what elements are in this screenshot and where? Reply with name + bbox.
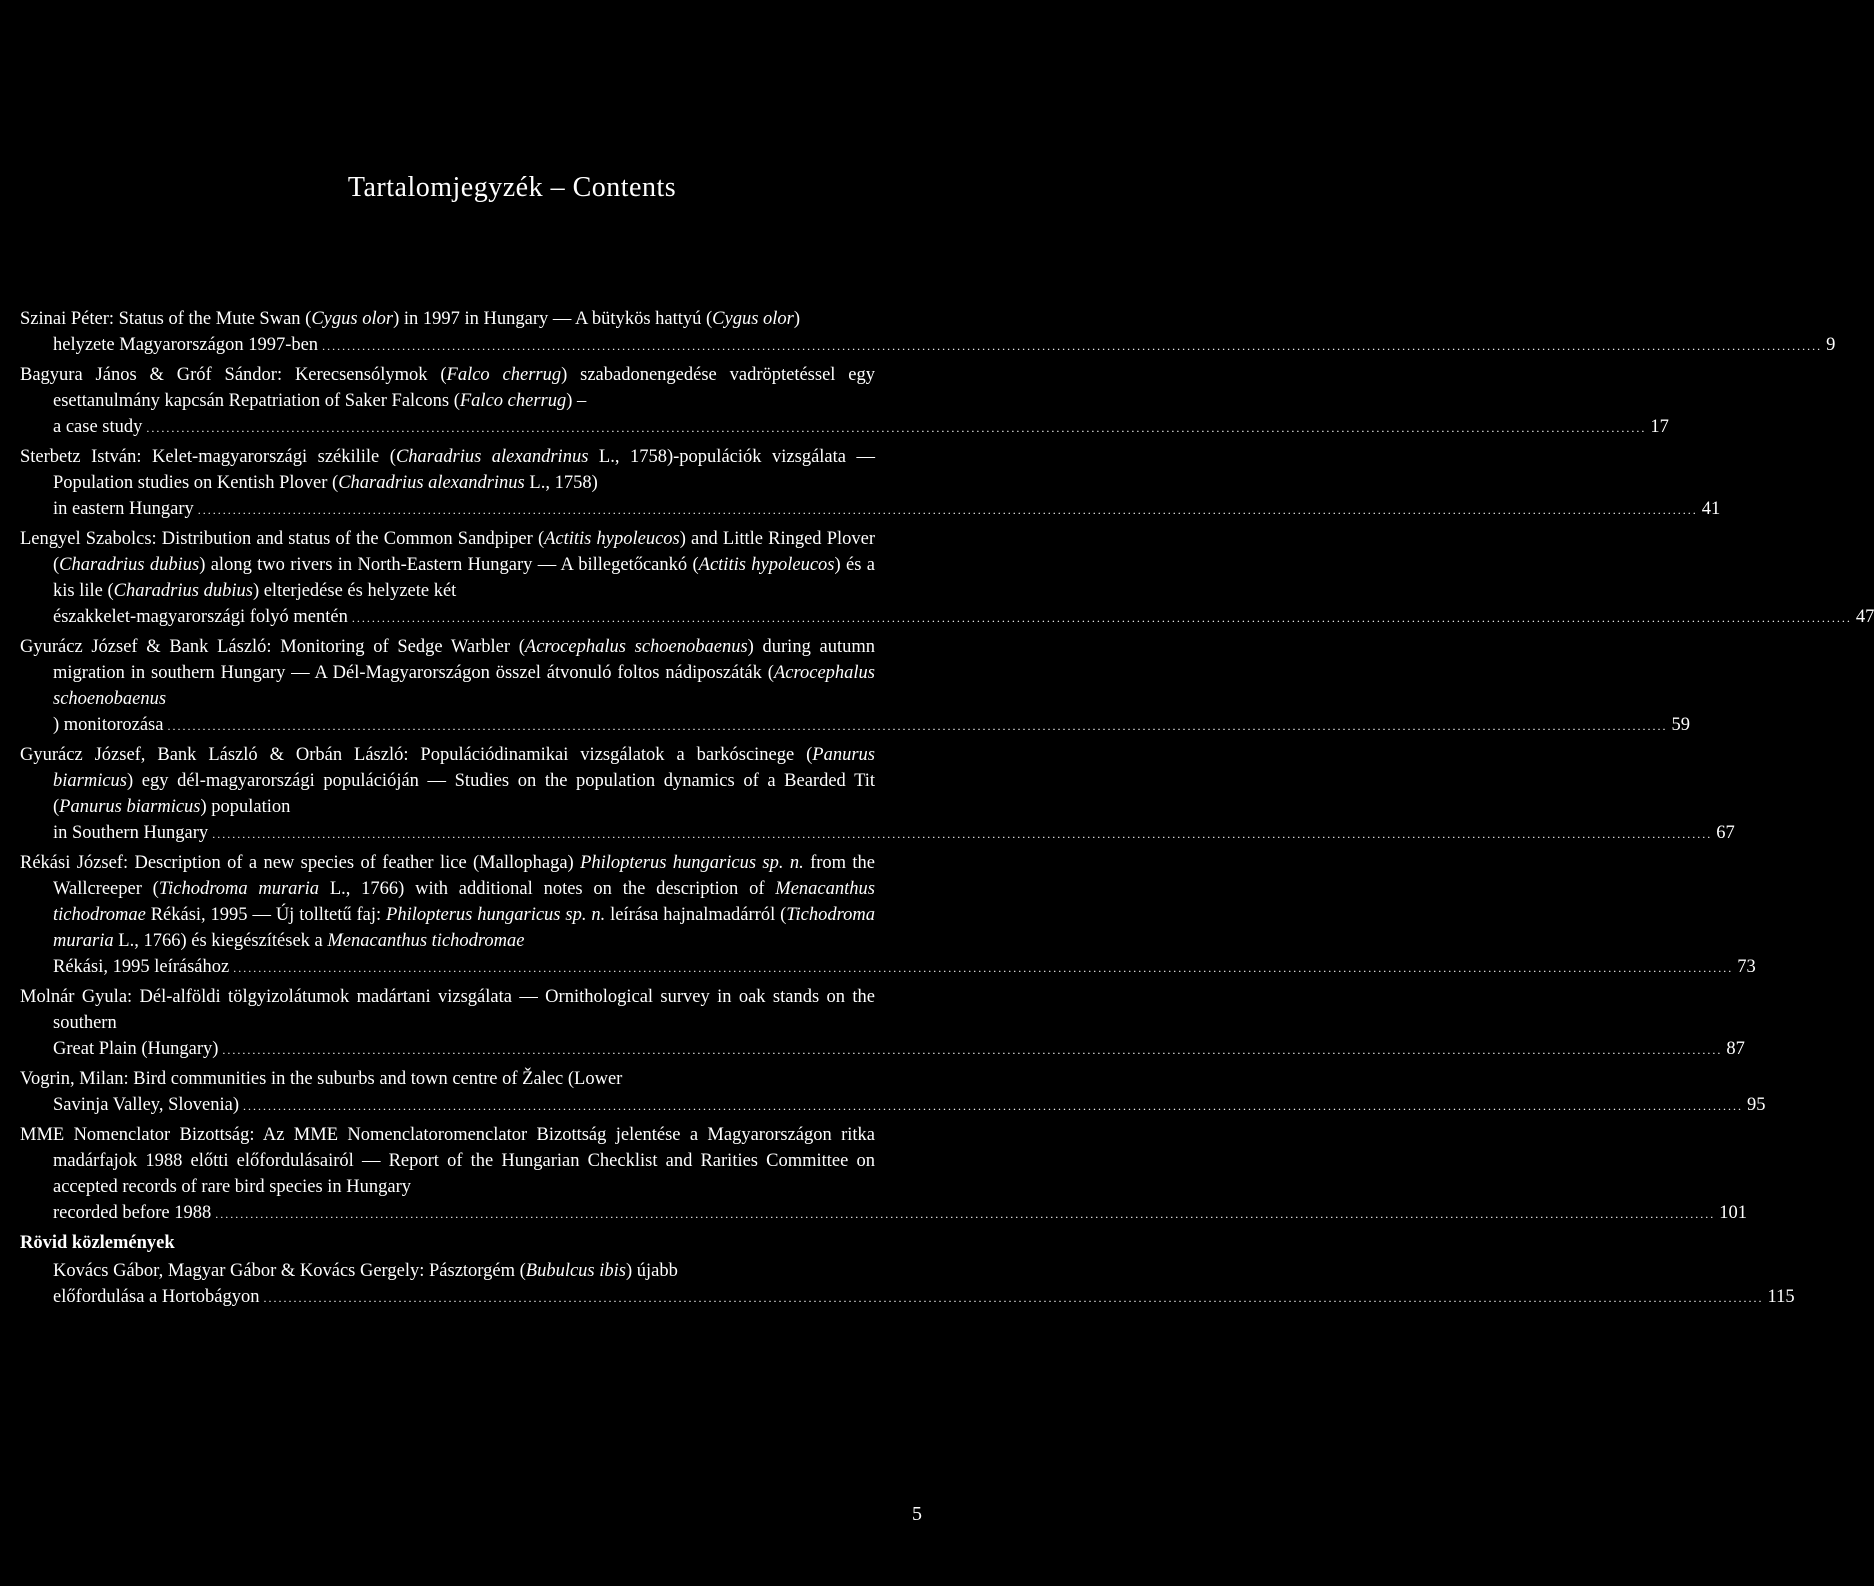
species-name: Menacanthus tichodromae (53, 879, 875, 925)
toc-entry-text-segment: ) újabb (625, 1261, 678, 1281)
species-name: Tichodroma muraria (53, 905, 875, 951)
toc-entry-text-segment: Savinja Valley, Slovenia) (53, 1095, 239, 1115)
toc-entry-text-segment: Gyurácz József & Bank László: Monitoring of Sedge Warbler ( (20, 637, 525, 657)
species-name: Charadrius dubius (113, 581, 253, 601)
toc-entry-text-segment: Rékási, 1995 leírásához (53, 957, 230, 977)
toc-entry-text-segment: ) – (566, 391, 587, 411)
toc-entry (20, 526, 1874, 631)
toc-entry-text-segment: a case study (53, 417, 143, 437)
species-name: Charadrius alexandrinus (338, 473, 525, 493)
toc-entry-text-segment: recorded before 1988 (53, 1203, 212, 1223)
toc-entry (20, 1066, 1766, 1119)
toc-entry-text-segment: ) and Little Ringed Plover ( (53, 529, 875, 575)
toc-entry (20, 634, 1690, 739)
species-name: Tichodroma muraria (158, 879, 320, 899)
toc-entry-text-segment: ) along two rivers in North-Eastern Hungary — A billegetőcankó ( (199, 555, 699, 575)
dot-leader: ............................................................................................................................................................................................................................................................................................................ (167, 719, 1668, 733)
species-name: Cygus olor (712, 309, 794, 329)
toc-leader-line (20, 332, 1836, 359)
toc-entry-text-segment: in Southern Hungary (53, 823, 209, 843)
species-name: Bubulcus ibis (525, 1261, 626, 1281)
table-of-contents (20, 306, 1874, 1314)
toc-entry (20, 1122, 1747, 1227)
toc-leader-line (20, 1092, 1766, 1119)
toc-entry-text (20, 984, 875, 1036)
toc-entry-text-segment: Molnár Gyula: Dél-alföldi tölgyizolátumok madártani vizsgálata — Ornithological survey in oak stands on the southern (20, 987, 875, 1033)
toc-entry (20, 306, 1836, 359)
species-name: Acrocephalus schoenobaenus (53, 663, 875, 709)
toc-entry (20, 850, 1756, 981)
toc-entry-text-segment: ) during autumn migration in southern Hungary — A Dél-Magyarországon összel átvonuló foltos nádiposzáták ( (53, 637, 875, 683)
toc-entry-text-segment: L., 1766) és kiegészítések a (113, 931, 328, 951)
toc-entry-text-segment: Bagyura János & Gróf Sándor: Kerecsensólymok ( (20, 365, 447, 385)
page-title: Tartalomjegyzék – Contents (347, 172, 677, 203)
toc-entry-text-segment: ) in 1997 in Hungary — A bütykös hattyú ( (393, 309, 713, 329)
toc-entry-text (20, 634, 875, 712)
toc-entry-text-segment: ) population (200, 797, 291, 817)
toc-entry-text-segment: L., 1758)-populációk vizsgálata — Population studies on Kentish Plover ( (53, 447, 875, 493)
toc-entry-text-segment: Great Plain (Hungary) (53, 1039, 219, 1059)
toc-page-number: 87 (1726, 1039, 1745, 1059)
toc-entry-text-segment: ) monitorozása (53, 715, 164, 735)
species-name: Acrocephalus schoenobaenus (524, 637, 748, 657)
dot-leader: ............................................................................................................................................................................................................................................................................................................ (263, 1291, 1764, 1305)
toc-page-number: 47 (1855, 607, 1874, 627)
short-communications-entries (20, 1258, 1795, 1311)
toc-entry-text (20, 1066, 875, 1092)
toc-entry-text (53, 1258, 875, 1284)
toc-entry-text (20, 1122, 875, 1200)
toc-page-number: 95 (1747, 1095, 1766, 1115)
toc-entry (20, 984, 1745, 1063)
toc-entry-text-segment: in eastern Hungary (53, 499, 194, 519)
toc-leader-line (20, 1036, 1745, 1063)
species-name: Panurus biarmicus (59, 797, 201, 817)
dot-leader: ............................................................................................................................................................................................................................................................................................................ (351, 611, 1852, 625)
toc-entry-text-segment: ) egy dél-magyarországi populációján — Studies on the population dynamics of a Bearded Tit ( (53, 771, 875, 817)
toc-entry-text-segment: from the Wallcreeper ( (53, 853, 876, 899)
toc-page-number: 67 (1716, 823, 1735, 843)
toc-entry-text (20, 444, 875, 496)
toc-entry-text-segment: helyzete Magyarországon 1997-ben (53, 335, 319, 355)
toc-entry (20, 742, 1735, 847)
species-name: Charadrius dubius (59, 555, 200, 575)
dot-leader: ............................................................................................................................................................................................................................................................................................................ (146, 421, 1647, 435)
species-name: Actitis hypoleucos (698, 555, 835, 575)
dot-leader: ............................................................................................................................................................................................................................................................................................................ (197, 503, 1698, 517)
dot-leader: ............................................................................................................................................................................................................................................................................................................ (322, 339, 1823, 353)
toc-entry-text-segment: Sterbetz István: Kelet-magyarországi székilile ( (20, 447, 396, 467)
dot-leader: ............................................................................................................................................................................................................................................................................................................ (243, 1099, 1743, 1113)
toc-entry-text-segment: L., 1766) with additional notes on the description of (319, 879, 776, 899)
toc-entry-text-segment: L., 1758) (524, 473, 598, 493)
species-name: Philopterus hungaricus sp. n. (386, 905, 606, 925)
toc-entry-text-segment: ) elterjedése és helyzete két (252, 581, 457, 601)
page-number: 5 (912, 1503, 922, 1525)
toc-page-number: 17 (1650, 417, 1669, 437)
toc-entries (20, 306, 1874, 1227)
species-name: Philopterus hungaricus sp. n. (580, 853, 804, 873)
species-name: Cygus olor (311, 309, 394, 329)
toc-entry-text-segment: ) (793, 309, 801, 329)
toc-page-number: 101 (1719, 1203, 1747, 1223)
toc-entry-text-segment: előfordulása a Hortobágyon (53, 1287, 260, 1307)
toc-entry-text-segment: Lengyel Szabolcs: Distribution and status of the Common Sandpiper ( (20, 529, 545, 549)
toc-page-number: 9 (1826, 335, 1836, 355)
dot-leader: ............................................................................................................................................................................................................................................................................................................ (222, 1043, 1723, 1057)
toc-entry-text-segment: Kovács Gábor, Magyar Gábor & Kovács Gergely: Pásztorgém ( (53, 1261, 526, 1281)
toc-entry-text-segment: MME Nomenclator Bizottság: Az MME Nomenclatoromenclator Bizottság jelentése a Magyarországon ritka madárfajok 1988 előtti előfordulásairól — Report of the Hungarian Checklist and Rarities Committee on accepted records of rare bird species in Hungary (20, 1125, 875, 1197)
toc-entry (20, 1258, 1795, 1311)
toc-entry-text (20, 526, 875, 604)
toc-entry-text-segment: Szinai Péter: Status of the Mute Swan ( (20, 309, 312, 329)
toc-entry (20, 362, 1669, 441)
toc-entry (20, 444, 1721, 523)
toc-entry-text-segment: Vogrin, Milan: Bird communities in the suburbs and town centre of Žalec (Lower (20, 1069, 623, 1089)
dot-leader: ............................................................................................................................................................................................................................................................................................................ (212, 827, 1713, 841)
toc-leader-line (20, 712, 1690, 739)
toc-entry-text-segment: északkelet-magyarországi folyó mentén (53, 607, 348, 627)
section-heading: Rövid közlemények (20, 1233, 175, 1253)
toc-entry-text-segment: Rékási József: Description of a new species of feather lice (Mallophaga) (20, 853, 581, 873)
toc-entry-text (20, 306, 875, 332)
toc-entry-text (20, 850, 875, 954)
toc-page-number: 59 (1671, 715, 1690, 735)
toc-page-number: 115 (1767, 1287, 1795, 1307)
toc-entry-text-segment: ) szabadonengedése vadröptetéssel egy esettanulmány kapcsán Repatriation of Saker Falcons ( (53, 365, 876, 411)
species-name: Falco cherrug (459, 391, 567, 411)
toc-leader-line (20, 414, 1669, 441)
toc-leader-line (53, 1284, 1795, 1311)
toc-entry-text-segment: leírása hajnalmadárról ( (605, 905, 787, 925)
species-name: Actitis hypoleucos (544, 529, 680, 549)
dot-leader: ............................................................................................................................................................................................................................................................................................................ (215, 1207, 1716, 1221)
dot-leader: ............................................................................................................................................................................................................................................................................................................ (233, 961, 1734, 975)
toc-page-number: 41 (1701, 499, 1721, 519)
species-name: Panurus biarmicus (53, 745, 875, 791)
toc-entry-text (20, 362, 875, 414)
toc-leader-line (20, 954, 1756, 981)
species-name: Charadrius alexandrinus (395, 447, 589, 467)
toc-leader-line (20, 820, 1735, 847)
toc-page-number: 73 (1737, 957, 1756, 977)
toc-entry-text-segment: Gyurácz József, Bank László & Orbán László: Populációdinamikai vizsgálatok a barkóscinege ( (20, 745, 813, 765)
toc-leader-line (20, 496, 1721, 523)
toc-entry-text-segment: Rékási, 1995 — Új tolltetű faj: (145, 905, 387, 925)
species-name: Menacanthus tichodromae (327, 931, 525, 951)
toc-leader-line (20, 1200, 1747, 1227)
toc-entry-text (20, 742, 875, 820)
toc-leader-line (20, 604, 1874, 631)
species-name: Falco cherrug (446, 365, 562, 385)
toc-entry-text-segment: ) és a kis lile ( (53, 555, 876, 601)
